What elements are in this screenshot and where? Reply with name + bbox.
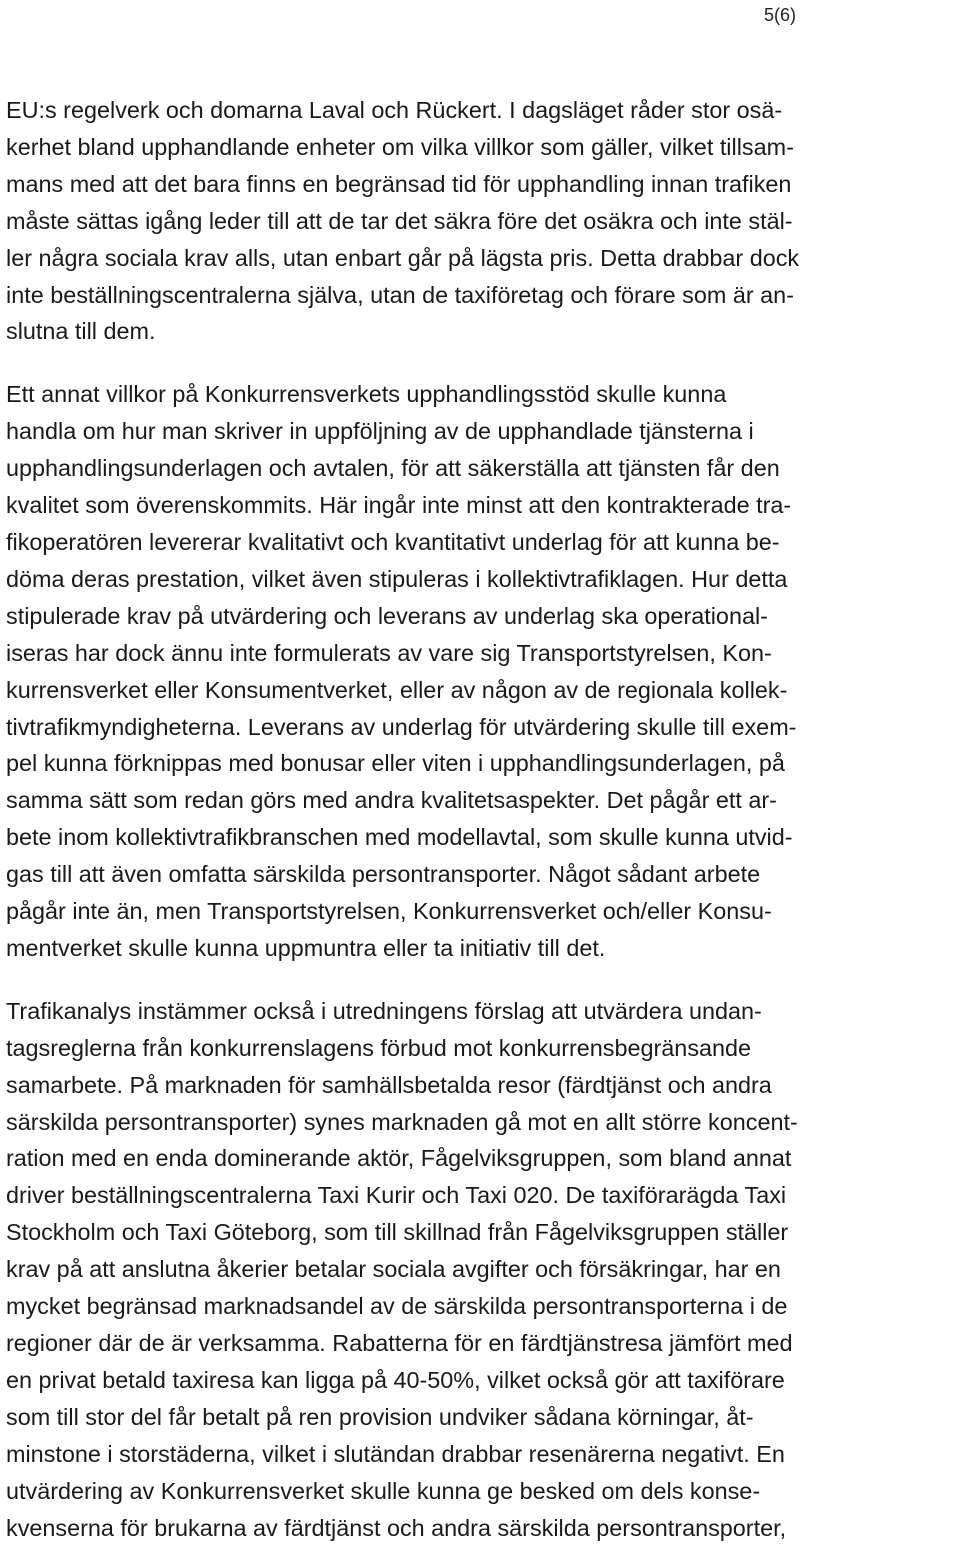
text-line: krav på att anslutna åkerier betalar sociala avgifter och försäkringar, har en xyxy=(6,1256,781,1283)
text-line: handla om hur man skriver in uppföljning av de upphandlade tjänsterna i xyxy=(6,418,754,445)
text-line: utvärdering av Konkurrensverket skulle kunna ge besked om dels konse- xyxy=(6,1477,761,1504)
text-line: kvalitet som överenskommits. Här ingår inte minst att den kontrakterade tra- xyxy=(6,492,792,519)
text-line: Ett annat villkor på Konkurrensverkets upphandlingsstöd skulle kunna xyxy=(6,381,727,408)
paragraph xyxy=(6,993,954,1547)
text-line: samma sätt som redan görs med andra kvalitetsaspekter. Det pågår ett ar- xyxy=(6,787,777,814)
paragraph xyxy=(6,376,954,967)
text-line: kurrensverket eller Konsumentverket, eller av någon av de regionala kollek- xyxy=(6,676,788,703)
text-line: en privat betald taxiresa kan ligga på 40-50%, vilket också gör att taxiförare xyxy=(6,1366,785,1393)
text-line: iseras har dock ännu inte formulerats av vare sig Transportstyrelsen, Kon- xyxy=(6,639,772,666)
text-line: Stockholm och Taxi Göteborg, som till skillnad från Fågelviksgruppen ställer xyxy=(6,1219,789,1246)
text-line: kvenserna för brukarna av färdtjänst och andra särskilda persontransporter, xyxy=(6,1514,787,1541)
text-line: driver beställningscentralerna Taxi Kurir och Taxi 020. De taxiförarägda Taxi xyxy=(6,1182,787,1209)
text-line: stipulerade krav på utvärdering och leverans av underlag ska operational- xyxy=(6,602,768,629)
text-line: särskilda persontransporter) synes marknaden gå mot en allt större koncent- xyxy=(6,1108,798,1135)
text-line: mentverket skulle kunna uppmuntra eller ta initiativ till det. xyxy=(6,934,606,961)
text-line: regioner där de är verksamma. Rabatterna för en färdtjänstresa jämfört med xyxy=(6,1330,793,1356)
text-line: mans med att det bara finns en begränsad tid för upphandling innan trafiken xyxy=(6,170,792,197)
text-line: gas till att även omfatta särskilda persontransporter. Något sådant arbete xyxy=(6,861,761,888)
text-line: som till stor del får betalt på ren provision undviker sådana körningar, åt- xyxy=(6,1403,754,1430)
text-line: inte beställningscentralerna själva, utan de taxiföretag och förare som är an- xyxy=(6,281,794,308)
text-line: upphandlingsunderlagen och avtalen, för att säkerställa att tjänsten får den xyxy=(6,455,780,482)
text-line: samarbete. På marknaden för samhällsbetalda resor (färdtjänst och andra xyxy=(6,1071,772,1098)
text-line: ration med en enda dominerande aktör, Fågelviksgruppen, som bland annat xyxy=(6,1145,792,1172)
text-line: bete inom kollektivtrafikbranschen med modellavtal, som skulle kunna utvid- xyxy=(6,824,793,851)
text-line: pågår inte än, men Transportstyrelsen, Konkurrensverket och/eller Konsu- xyxy=(6,898,772,925)
page-number: 5(6) xyxy=(764,5,797,25)
text-line: kerhet bland upphandlande enheter om vilka villkor som gäller, vilket tillsam- xyxy=(6,133,794,160)
text-line: pel kunna förknippas med bonusar eller viten i upphandlingsunderlagen, på xyxy=(6,750,785,777)
text-line: Trafikanalys instämmer också i utredningens förslag att utvärdera undan- xyxy=(6,997,762,1024)
text-line: ler några sociala krav alls, utan enbart går på lägsta pris. Detta drabbar dock xyxy=(6,244,800,271)
text-line: minstone i storstäderna, vilket i slutändan drabbar resenärerna negativt. En xyxy=(6,1440,785,1467)
text-line: slutna till dem. xyxy=(6,318,156,345)
text-line: döma deras prestation, vilket även stipuleras i kollektivtrafiklagen. Hur detta xyxy=(6,565,788,592)
text-line: tagsreglerna från konkurrenslagens förbud mot konkurrensbegränsande xyxy=(6,1034,752,1061)
text-line: fikoperatören levererar kvalitativt och kvantitativt underlag för att kunna be- xyxy=(6,528,780,555)
text-line: tivtrafikmyndigheterna. Leverans av underlag för utvärdering skulle till exem- xyxy=(6,713,797,740)
text-line: EU:s regelverk och domarna Laval och Rückert. I dagsläget råder stor osä- xyxy=(6,97,783,123)
paragraph xyxy=(6,92,954,350)
document-body xyxy=(6,92,954,1546)
text-line: mycket begränsad marknadsandel av de särskilda persontransporterna i de xyxy=(6,1293,788,1320)
text-line: måste sättas igång leder till att de tar det säkra före det osäkra och inte stäl- xyxy=(6,207,793,234)
